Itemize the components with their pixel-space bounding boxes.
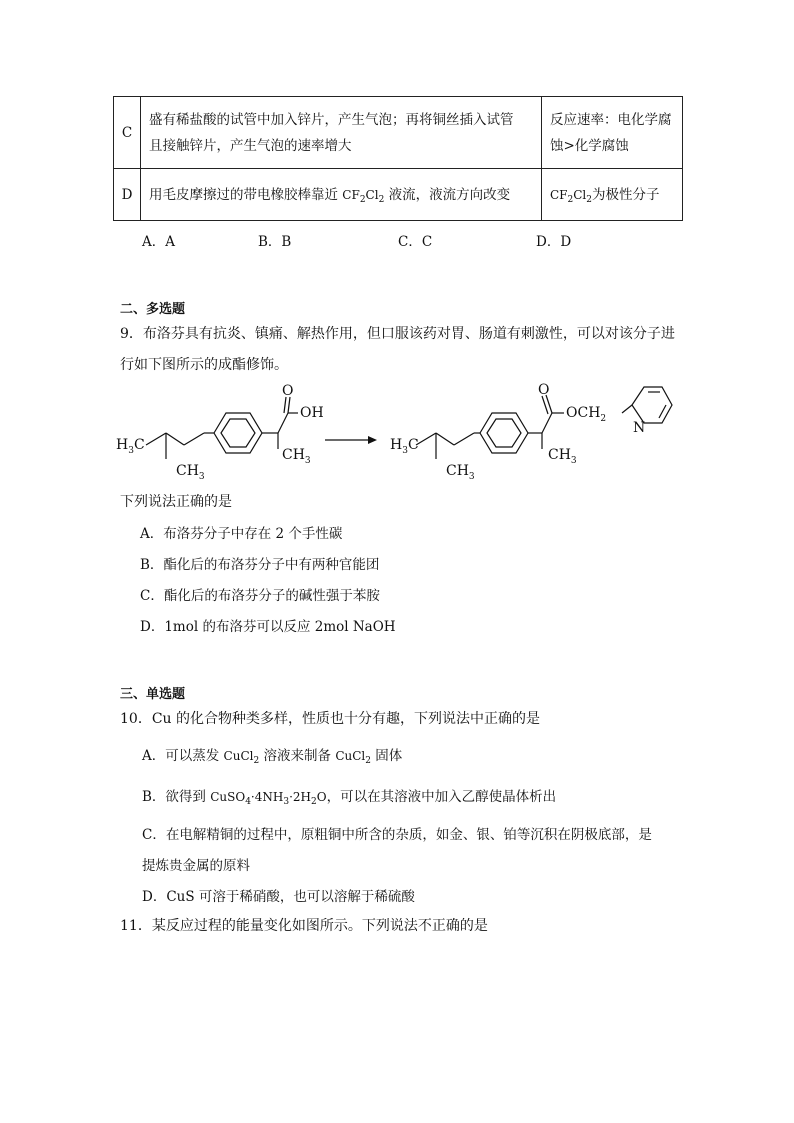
row-content-line: 且接触锌片，产生气泡的速率增大 [149, 137, 352, 154]
question-stem: 9．布洛芬具有抗炎、镇痛、解热作用，但口服该药对胃、肠道有刺激性，可以对该分子进 [120, 326, 675, 342]
row-conclusion [542, 97, 683, 169]
label-ch3: CH [446, 463, 469, 479]
row-conclusion-line: 反应速率：电化学腐 [550, 111, 672, 128]
q8-choice-c: C．C [398, 234, 433, 250]
section-heading: 三、单选题 [120, 687, 186, 702]
formula-cf2cl2: $CF_2Cl_2$ [550, 187, 593, 205]
formula-cf2cl2: $CF_2Cl_2$ [342, 187, 385, 205]
label-ch3: CH [176, 463, 199, 479]
q9-choice-d: D．1mol 的布洛芬可以反应 2mol NaOH [140, 619, 396, 635]
q10-choice-a: A．可以蒸发 CuCl$_2$ 溶液来制备 CuCl$_2$ 固体 [142, 748, 403, 766]
q8-choice-d: D．D [536, 234, 572, 250]
label-ch3: CH [282, 447, 305, 463]
table-row [114, 169, 683, 221]
svg-text:CH3: $CH_3$ [176, 463, 205, 482]
question-stem: 10．Cu 的化合物种类多样，性质也十分有趣，下列说法中正确的是 [120, 711, 540, 727]
row-conclusion-line: 蚀>化学腐蚀 [550, 137, 629, 154]
label-h3c: H [116, 437, 129, 453]
label-och2: OCH [566, 405, 601, 421]
q10-choice-b: B．欲得到 $CuSO_4\cdot 4NH_3\cdot 2H_2O$，可以在其溶液中加入乙醇使晶体析出 [142, 789, 557, 807]
question-prompt: 下列说法正确的是 [120, 494, 232, 510]
svg-text:H3C: $H_3C$ [390, 437, 419, 456]
q9-choice-b: B．酯化后的布洛芬分子中有两种官能团 [140, 557, 380, 573]
label-n: N [633, 420, 646, 436]
q10-choice-c: C．在电解精铜的过程中，原粗铜中所含的杂质，如金、银、铂等沉积在阴极底部，是 [142, 827, 652, 843]
row-content-line: 盛有稀盐酸的试管中加入锌片，产生气泡；再将铜丝插入试管 [149, 111, 514, 128]
svg-text:CH3: $CH_3$ [548, 447, 577, 466]
row-content [141, 169, 542, 221]
label-oh: OH [300, 405, 324, 421]
row-content-pre: 用毛皮摩擦过的带电橡胶棒靠近 [149, 186, 343, 203]
row-conclusion-post: 为极性分子 [592, 186, 660, 203]
question-stem: 11．某反应过程的能量变化如图所示。下列说法不正确的是 [120, 918, 488, 934]
q10-choice-d: D．CuS 可溶于稀硝酸，也可以溶解于稀硫酸 [142, 889, 415, 905]
row-content [141, 97, 542, 169]
esterification-scheme [110, 375, 700, 490]
row-label: D [114, 169, 141, 221]
q8-options-table [113, 96, 683, 221]
question-stem: 行如下图所示的成酯修饰。 [120, 357, 288, 373]
svg-text:H3C: $H_3C$ [116, 437, 145, 456]
q9-choice-a: A．布洛芬分子中存在 2 个手性碳 [140, 526, 343, 542]
svg-text:CH3: $CH_3$ [446, 463, 475, 482]
q8-choice-b: B．B [258, 234, 292, 250]
row-label: C [114, 97, 141, 169]
table-row [114, 97, 683, 169]
q8-choice-a: A．A [142, 234, 175, 250]
row-conclusion [542, 169, 683, 221]
svg-text:OCH2: $OCH_2$ [566, 405, 607, 424]
q9-choice-c: C．酯化后的布洛芬分子的碱性强于苯胺 [140, 588, 380, 604]
svg-text:CH3: $CH_3$ [282, 447, 311, 466]
section-heading: 二、多选题 [120, 302, 186, 317]
label-ch3: CH [548, 447, 571, 463]
label-o: O [538, 382, 550, 398]
q10-choice-c-cont: 提炼贵金属的原料 [142, 858, 250, 874]
row-content-post: 液流，液流方向改变 [384, 186, 511, 203]
label-h3c: H [390, 437, 403, 453]
label-o: O [282, 383, 294, 399]
